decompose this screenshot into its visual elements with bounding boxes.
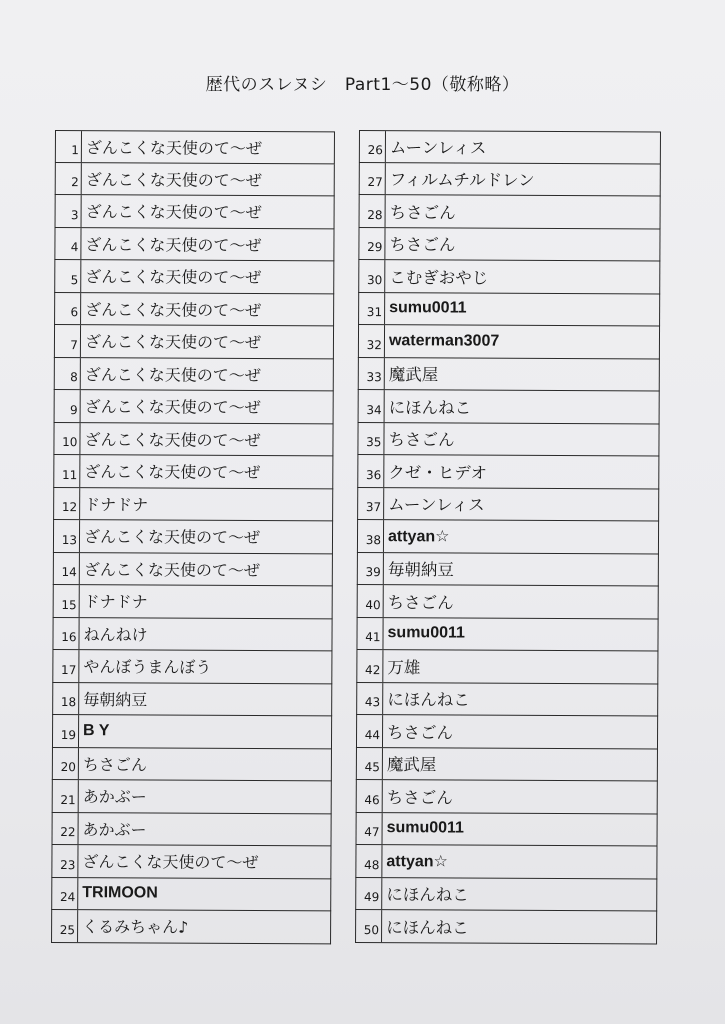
row-number: 44: [357, 715, 383, 747]
thread-starter-name: ざんこくな天使のて〜ぜ: [85, 169, 262, 190]
row-number: 10: [54, 423, 80, 455]
table-row: [357, 455, 659, 489]
thread-starter-name: ドナドナ: [83, 592, 148, 612]
thread-starter-name: ざんこくな天使のて〜ぜ: [85, 234, 262, 255]
table-row: [53, 487, 333, 521]
thread-starter-name: 魔武屋: [388, 365, 439, 385]
thread-starter-name: ドナドナ: [84, 494, 149, 515]
row-number: 13: [54, 520, 80, 552]
thread-starter-name: ざんこくな天使のて〜ぜ: [82, 852, 259, 873]
table-row: [358, 390, 660, 424]
table-row: [52, 780, 332, 814]
thread-starter-name: にほんねこ: [386, 885, 469, 905]
row-number: 40: [358, 585, 384, 617]
thread-starter-name: あかぶー: [82, 819, 147, 840]
table-row: [355, 845, 657, 879]
table-row: [52, 650, 332, 684]
thread-starter-name: ざんこくな天使のて〜ぜ: [83, 527, 261, 548]
thread-starter-name: ざんこくな天使のて〜ぜ: [85, 202, 262, 223]
thread-starter-name: 毎朝納豆: [387, 560, 454, 580]
row-number: 25: [52, 910, 78, 942]
row-number: 18: [53, 682, 79, 714]
table-left-column: [51, 130, 335, 944]
table-row: [54, 292, 334, 326]
row-number: 9: [55, 390, 81, 422]
table-row: [54, 390, 334, 424]
row-number: 4: [55, 228, 81, 260]
thread-starter-name: ムーンレィス: [389, 138, 487, 158]
table-row: [52, 617, 332, 651]
thread-starter-name: sumu0011: [389, 299, 467, 317]
table-row: [54, 227, 334, 261]
row-number: 23: [52, 845, 78, 877]
row-number: 48: [356, 845, 382, 877]
thread-starter-name: ちさごん: [386, 787, 453, 808]
row-number: 38: [358, 520, 384, 552]
thread-starter-name: 魔武屋: [386, 755, 437, 775]
row-number: 33: [359, 358, 385, 390]
table-row: [357, 585, 659, 619]
table-row: [356, 812, 658, 846]
table-row: [356, 650, 658, 684]
table-row: [53, 422, 333, 456]
table-row: [357, 520, 659, 554]
row-number: 49: [356, 877, 382, 909]
table-row: [52, 715, 332, 749]
table-row: [52, 812, 332, 846]
row-number: 46: [357, 780, 383, 812]
thread-starter-name: ねんねけ: [83, 624, 148, 645]
thread-starter-name: ざんこくな天使のて〜ぜ: [85, 299, 262, 320]
row-number: 14: [54, 552, 80, 584]
thread-starter-name: ざんこくな天使のて〜ぜ: [84, 397, 261, 418]
row-number: 43: [357, 682, 383, 714]
table-row: [52, 747, 332, 781]
row-number: 27: [360, 163, 386, 195]
thread-starter-name: ちさごん: [82, 754, 147, 775]
table-row: [53, 585, 333, 619]
table-row: [356, 747, 658, 781]
row-number: 1: [56, 131, 82, 162]
table-row: [53, 520, 333, 554]
table-row: [357, 422, 659, 456]
table-row: [357, 552, 659, 586]
thread-starter-name: ちさごん: [387, 592, 454, 613]
thread-starter-name: ちさごん: [389, 202, 456, 223]
thread-starter-name: あかぶー: [82, 787, 147, 807]
row-number: 41: [357, 617, 383, 649]
row-number: 29: [359, 228, 385, 260]
thread-starter-name: 万雄: [387, 657, 421, 678]
thread-starter-name: やんぼうまんぼう: [83, 657, 212, 678]
row-number: 24: [52, 877, 78, 909]
table-row: [356, 780, 658, 814]
row-number: 7: [55, 325, 81, 357]
row-number: 47: [357, 812, 383, 844]
row-number: 19: [53, 715, 79, 747]
row-number: 30: [359, 260, 385, 292]
row-number: 42: [357, 650, 383, 682]
table-row: [53, 552, 333, 586]
thread-starter-name: ざんこくな天使のて〜ぜ: [84, 462, 261, 483]
row-number: 39: [358, 552, 384, 584]
thread-starter-name: ちさごん: [389, 235, 456, 255]
row-number: 26: [360, 131, 386, 162]
thread-starter-name: ざんこくな天使のて〜ぜ: [84, 364, 261, 385]
table-row: [54, 260, 334, 294]
table-row: [54, 357, 334, 391]
table-row: [53, 455, 333, 489]
thread-starter-name: くるみちゃん♪: [82, 917, 189, 937]
row-number: 22: [53, 812, 79, 844]
thread-starter-name: ざんこくな天使のて〜ぜ: [83, 559, 260, 580]
table-row: [51, 877, 331, 911]
row-number: 45: [357, 747, 383, 779]
thread-starter-name: waterman3007: [388, 331, 500, 350]
table-row: [358, 227, 660, 261]
row-number: 6: [55, 293, 81, 325]
row-number: 36: [358, 455, 384, 487]
thread-starter-name: ちさごん: [388, 430, 455, 450]
table-row: [358, 292, 660, 326]
thread-starter-name: にほんねこ: [387, 690, 470, 710]
table-row: [55, 195, 335, 229]
table-row: [355, 877, 657, 911]
thread-starter-name: フィルムチルドレン: [389, 170, 535, 191]
row-number: 3: [56, 195, 82, 227]
thread-starter-name: クゼ・ヒデオ: [388, 462, 488, 483]
row-number: 28: [360, 195, 386, 227]
thread-starter-name: ざんこくな天使のて〜ぜ: [84, 429, 261, 450]
table-row: [358, 325, 660, 359]
table-row: [356, 617, 658, 651]
table-row: [359, 195, 661, 229]
table-row: [54, 325, 334, 359]
row-number: 5: [55, 260, 81, 292]
table-row: [356, 715, 658, 749]
row-number: 32: [359, 325, 385, 357]
thread-starter-name: sumu0011: [387, 624, 465, 642]
table-row: [357, 487, 659, 521]
table-row: [55, 162, 335, 196]
table-row: [51, 845, 331, 879]
thread-starter-name: ざんこくな天使のて〜ぜ: [85, 137, 262, 158]
thread-starter-name: sumu0011: [386, 819, 465, 837]
thread-starter-name: attyan☆: [387, 527, 450, 546]
row-number: 31: [359, 293, 385, 325]
table-row: [358, 260, 660, 294]
row-number: 16: [53, 617, 79, 649]
row-number: 37: [358, 488, 384, 520]
table-row: [359, 162, 661, 196]
row-number: 15: [54, 585, 80, 617]
page-title: 歴代のスレヌシ Part1〜50（敬称略）: [205, 75, 520, 95]
thread-starter-name: ざんこくな天使のて〜ぜ: [85, 267, 262, 288]
row-number: 11: [54, 455, 80, 487]
row-number: 50: [356, 910, 382, 942]
row-number: 21: [53, 780, 79, 812]
table-row: [51, 910, 331, 944]
thread-starter-name: TRIMOON: [82, 884, 158, 902]
table-right-column: [355, 130, 661, 944]
thread-starter-name: attyan☆: [386, 852, 448, 871]
row-number: 35: [358, 423, 384, 455]
thread-starter-name: B Y: [83, 721, 110, 740]
row-number: 12: [54, 488, 80, 520]
table-row: [55, 130, 335, 164]
table-row: [52, 682, 332, 716]
table-row: [356, 682, 658, 716]
table-row: [355, 910, 657, 944]
thread-starter-name: にほんねこ: [388, 397, 472, 418]
thread-starter-name: ちさごん: [387, 722, 454, 743]
row-number: 17: [53, 650, 79, 682]
thread-starter-name: こむぎおやじ: [389, 267, 489, 288]
thread-starter-name: ざんこくな天使のて〜ぜ: [84, 332, 262, 353]
thread-starter-name: 毎朝納豆: [83, 689, 148, 710]
thread-starter-name: ムーンレィス: [388, 495, 485, 515]
row-number: 2: [56, 163, 82, 195]
table-row: [359, 130, 661, 164]
row-number: 34: [359, 390, 385, 422]
thread-starter-name: にほんねこ: [386, 917, 469, 938]
table-row: [358, 357, 660, 391]
row-number: 20: [53, 747, 79, 779]
row-number: 8: [55, 358, 81, 390]
